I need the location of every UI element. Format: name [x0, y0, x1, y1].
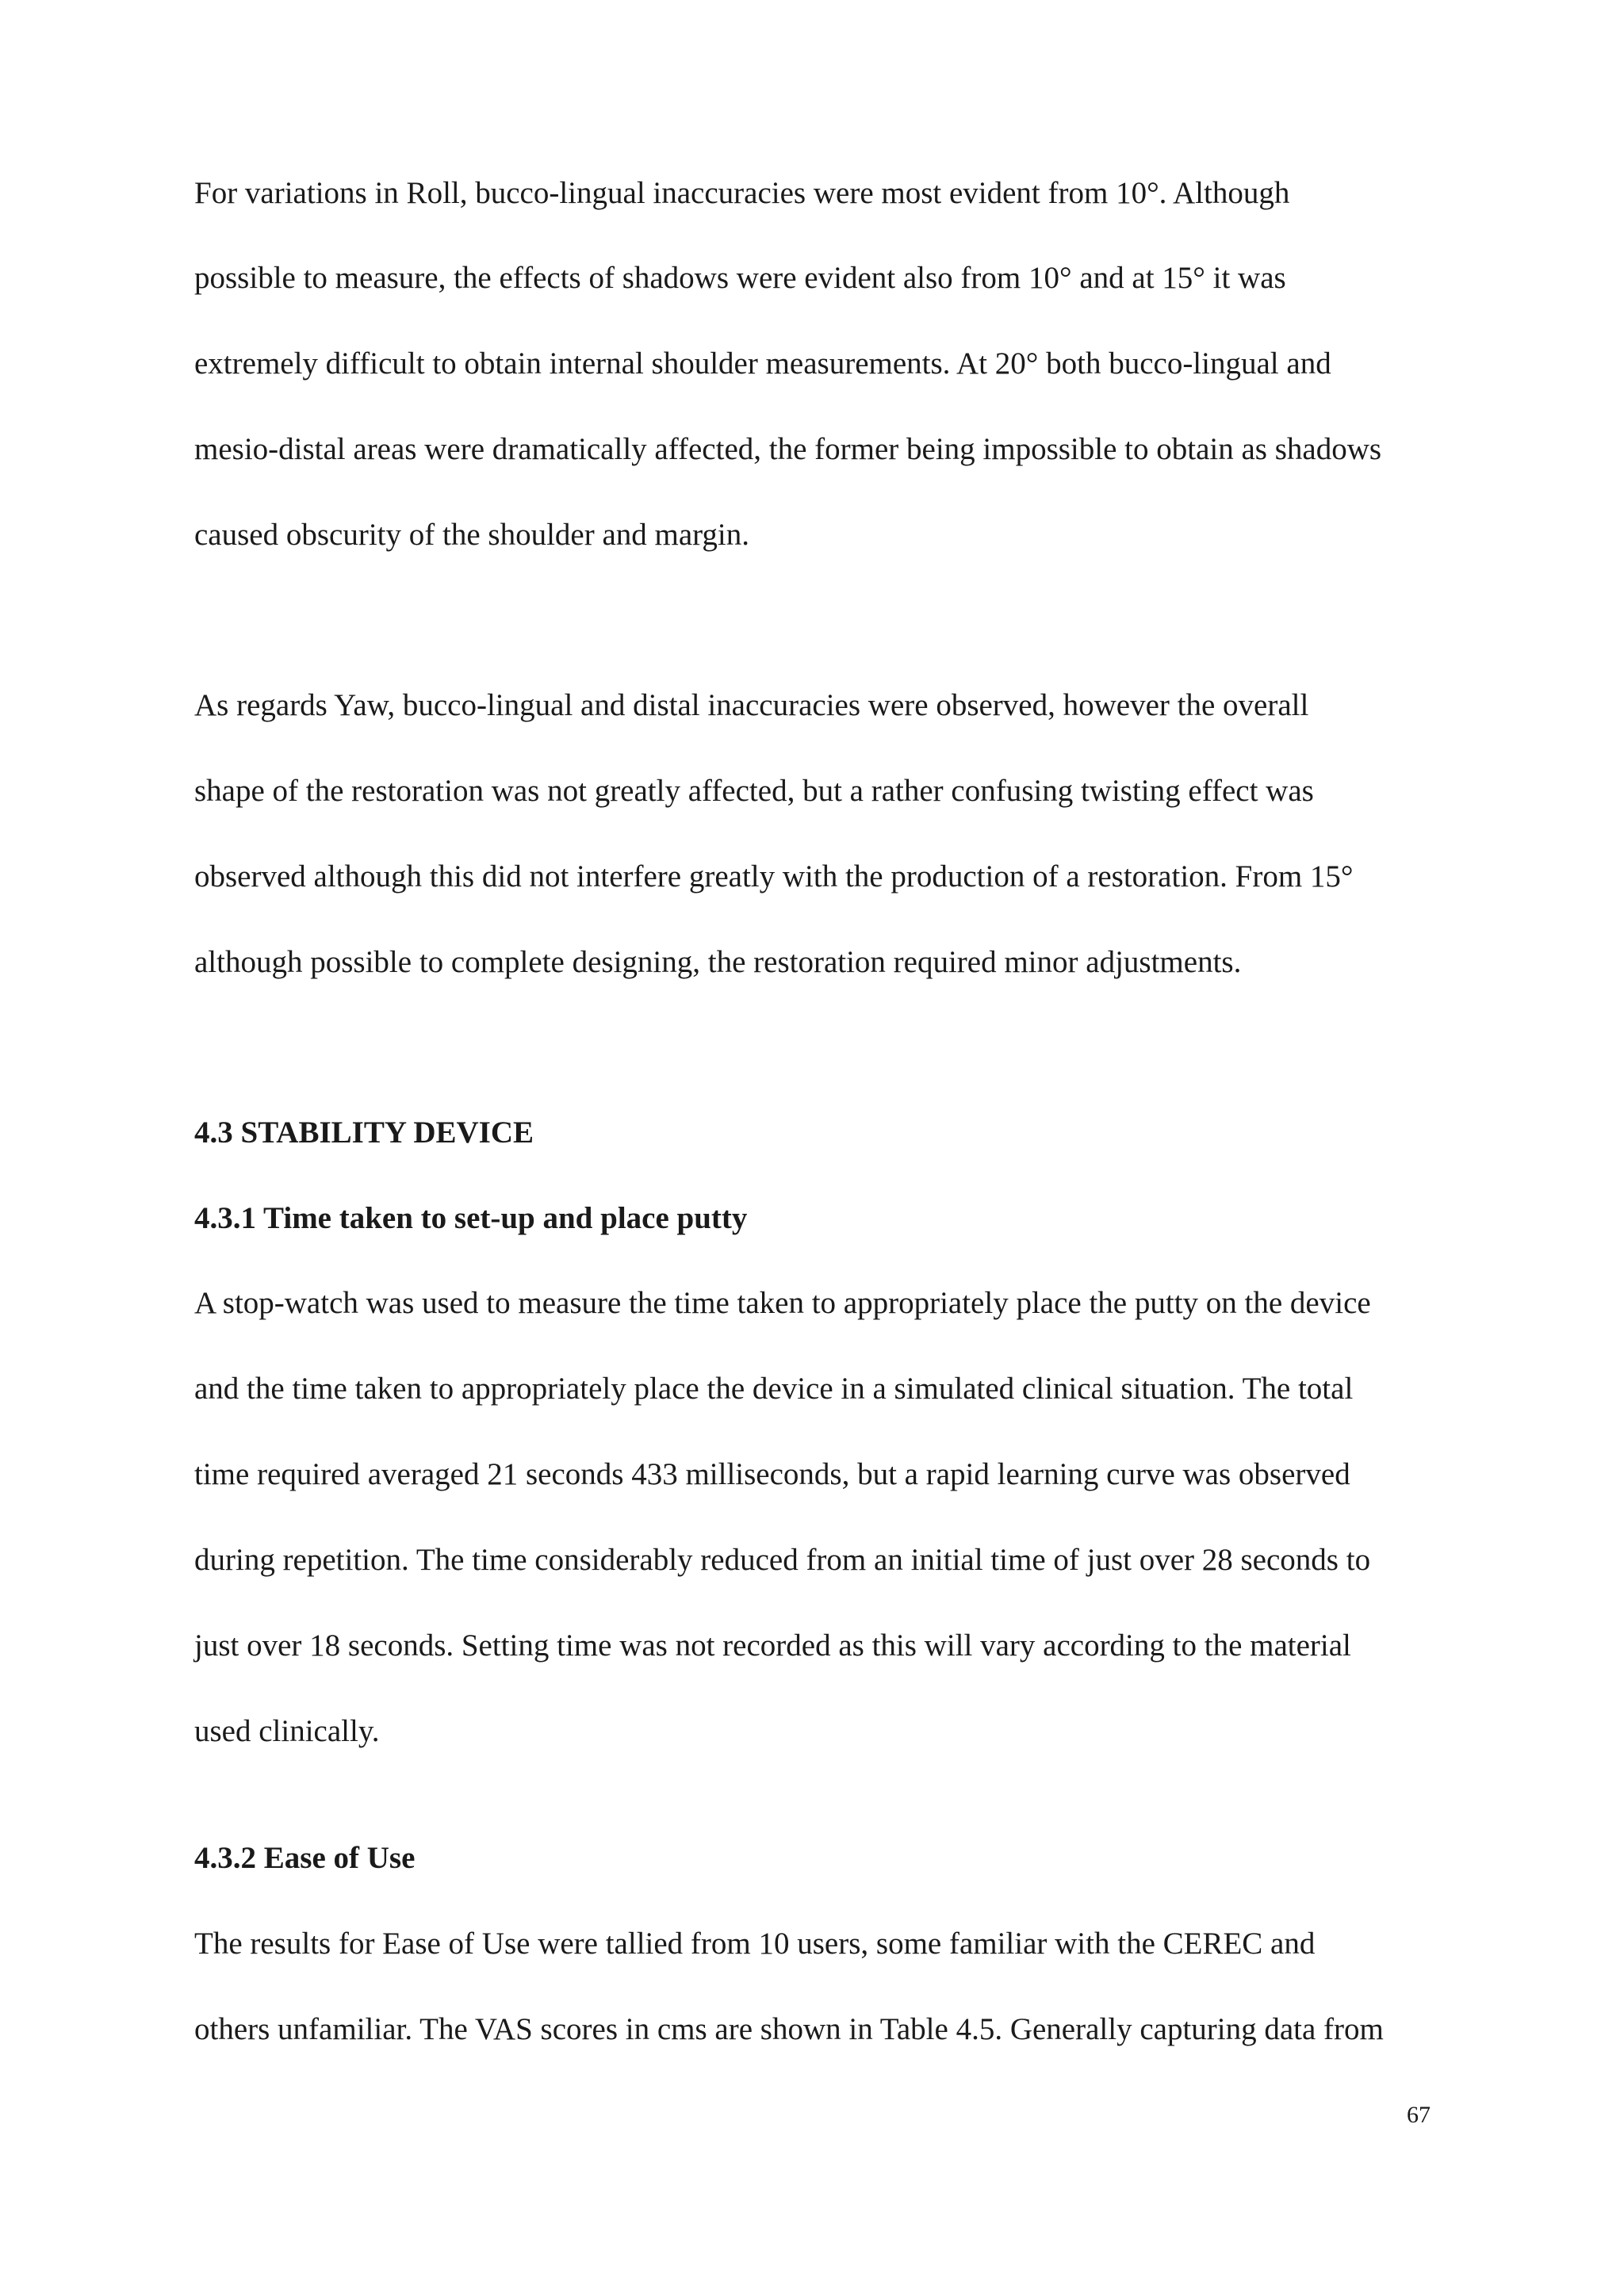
paragraph-roll-line: For variations in Roll, bucco-lingual inaccuracies were most evident from 10°. Although	[194, 176, 1290, 210]
paragraph-roll-line: extremely difficult to obtain internal shoulder measurements. At 20° both bucco-lingual and	[194, 346, 1331, 381]
subsection-time-line: just over 18 seconds. Setting time was not recorded as this will vary according to the material	[194, 1628, 1351, 1663]
subsection-time-line: A stop-watch was used to measure the time taken to appropriately place the putty on the device	[194, 1286, 1371, 1320]
paragraph-yaw-line: although possible to complete designing, the restoration required minor adjustments.	[194, 945, 1242, 979]
paragraph-roll-line: possible to measure, the effects of shadows were evident also from 10° and at 15° it was	[194, 261, 1286, 295]
subsection-heading-time: 4.3.1 Time taken to set-up and place putty	[194, 1201, 748, 1235]
page-number: 67	[1407, 2102, 1431, 2128]
subsection-ease-line: The results for Ease of Use were tallied from 10 users, some familiar with the CEREC and	[194, 1927, 1316, 1961]
subsection-time-line: during repetition. The time considerably reduced from an initial time of just over 28 seconds to	[194, 1543, 1371, 1577]
section-heading: 4.3 STABILITY DEVICE	[194, 1115, 534, 1150]
subsection-time-line: and the time taken to appropriately place the device in a simulated clinical situation. The total	[194, 1372, 1354, 1406]
paragraph-yaw-line: shape of the restoration was not greatly affected, but a rather confusing twisting effect was	[194, 774, 1314, 808]
subsection-time-line: time required averaged 21 seconds 433 milliseconds, but a rapid learning curve was observed	[194, 1457, 1350, 1491]
paragraph-roll-line: mesio-distal areas were dramatically affected, the former being impossible to obtain as shadows	[194, 432, 1382, 466]
subsection-heading-ease: 4.3.2 Ease of Use	[194, 1841, 416, 1875]
paragraph-roll-line: caused obscurity of the shoulder and margin.	[194, 518, 750, 552]
paragraph-yaw-line: As regards Yaw, bucco-lingual and distal inaccuracies were observed, however the overall	[194, 688, 1309, 722]
subsection-ease-line: others unfamiliar. The VAS scores in cms are shown in Table 4.5. Generally capturing data from	[194, 2012, 1384, 2046]
paragraph-yaw-line: observed although this did not interfere greatly with the production of a restoration. From 15°	[194, 859, 1354, 894]
subsection-time-line: used clinically.	[194, 1714, 380, 1748]
